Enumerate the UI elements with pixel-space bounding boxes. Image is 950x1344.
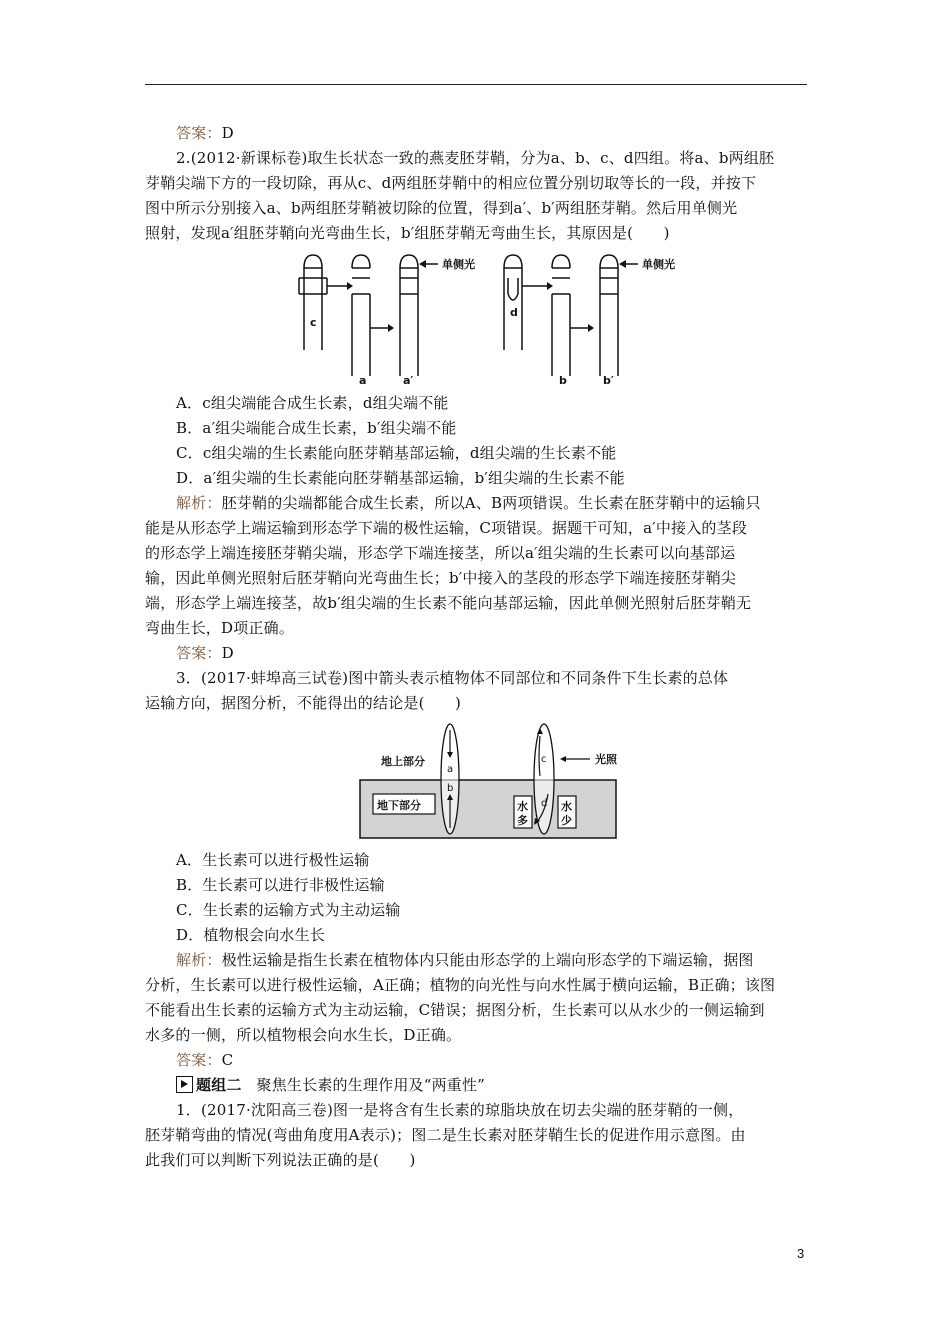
q3-answer: 答案：C [176,1051,234,1069]
q2-analysis-line-4: 输，因此单侧光照射后胚芽鞘向光弯曲生长；b′中接入的茎段的形态学下端连接胚芽鞘尖 [145,569,737,587]
q2-analysis-line-2: 能是从形态学上端运输到形态学下端的极性运输，C项错误。据题干可知，a′中接入的茎段 [145,519,748,537]
label-water-more-2: 多 [517,814,528,827]
g2q1-line-3: 此我们可以判断下列说法正确的是( ) [145,1151,416,1169]
label-light: 光照 [595,753,617,766]
label-below-ground: 地下部分 [377,799,421,812]
label-water-less-1: 水 [561,800,572,813]
label-above-ground: 地上部分 [381,755,425,768]
q2-stem-line-4: 照射，发现a′组胚芽鞘向光弯曲生长，b′组胚芽鞘无弯曲生长，其原因是( ) [145,224,670,242]
q3-option-c: C．生长素的运输方式为主动运输 [176,901,401,919]
header-rule [145,84,807,85]
label-a: a [359,374,367,387]
q2-answer: 答案：D [176,644,234,662]
label-c: c [310,316,317,329]
q2-option-d: D．a′组尖端的生长素能向胚芽鞘基部运输，b′组尖端的生长素不能 [176,469,625,487]
label-a-prime: a′ [403,374,414,387]
coleoptile-diagram [290,250,710,390]
q2-stem-line-2: 芽鞘尖端下方的一段切除，再从c、d两组胚芽鞘中的相应位置分别切取等长的一段，并按下 [145,174,757,192]
light-label-1: 单侧光 [442,258,475,271]
label-a: a [447,764,454,775]
q2-stem-line-1: 2.(2012·新课标卷)取生长状态一致的燕麦胚芽鞘，分为a、b、c、d四组。将a、b两组胚 [176,149,775,167]
label-c: c [541,754,547,765]
q2-option-b: B．a′组尖端能合成生长素，b′组尖端不能 [176,419,457,437]
q2-analysis-line-6: 弯曲生长，D项正确。 [145,619,295,637]
label-b: b [559,374,567,387]
q2-option-c: C．c组尖端的生长素能向胚芽鞘基部运输，d组尖端的生长素不能 [176,444,617,462]
q1-answer: 答案：D [176,124,234,142]
q3-analysis-line-1: 解析：极性运输是指生长素在植物体内只能由形态学的上端向形态学的下端运输，据图 [176,951,754,969]
label-water-less-2: 少 [561,814,572,827]
g2q1-line-1: 1．(2017·沈阳高三卷)图一是将含有生长素的琼脂块放在切去尖端的胚芽鞘的一侧， [176,1101,744,1119]
q3-option-a: A．生长素可以进行极性运输 [176,851,370,869]
label-b-prime: b′ [603,374,614,387]
q2-option-a: A．c组尖端能合成生长素，d组尖端不能 [176,394,449,412]
q3-analysis-line-3: 不能看出生长素的运输方式为主动运输，C错误；据图分析，生长素可以从水少的一侧运输到 [145,1001,765,1019]
label-d: d [510,306,518,319]
group2-header: 题组二 聚焦生长素的生理作用及“两重性” [176,1073,485,1097]
light-label-2: 单侧光 [642,258,675,271]
q3-option-b: B．生长素可以进行非极性运输 [176,876,385,894]
label-b: b [447,783,454,794]
play-triangle-icon [176,1076,193,1093]
q3-option-d: D．植物根会向水生长 [176,926,326,944]
auxin-transport-diagram [355,722,620,844]
q2-analysis-line-5: 端，形态学上端连接茎，故b′组尖端的生长素不能向基部运输，因此单侧光照射后胚芽鞘无 [145,594,752,612]
q2-analysis-line-3: 的形态学上端连接胚芽鞘尖端，形态学下端连接茎，所以a′组尖端的生长素可以向基部运 [145,544,736,562]
page-number: 3 [797,1246,805,1261]
g2q1-line-2: 胚芽鞘弯曲的情况(弯曲角度用A表示)；图二是生长素对胚芽鞘生长的促进作用示意图。由 [145,1126,746,1144]
q2-analysis-line-1: 解析：胚芽鞘的尖端都能合成生长素，所以A、B两项错误。生长素在胚芽鞘中的运输只 [176,494,761,512]
q3-stem-line-1: 3．(2017·蚌埠高三试卷)图中箭头表示植物体不同部位和不同条件下生长素的总体 [176,669,729,687]
q3-stem-line-2: 运输方向，据图分析，不能得出的结论是( ) [145,694,462,712]
q3-analysis-line-2: 分析，生长素可以进行极性运输，A正确；植物的向光性与向水性属于横向运输，B正确；该图 [145,976,776,994]
q2-stem-line-3: 图中所示分别接入a、b两组胚芽鞘被切除的位置，得到a′、b′两组胚芽鞘。然后用单侧光 [145,199,738,217]
label-d: d [541,798,548,809]
label-water-more-1: 水 [517,800,528,813]
q3-analysis-line-4: 水多的一侧，所以植物根会向水生长，D正确。 [145,1026,462,1044]
